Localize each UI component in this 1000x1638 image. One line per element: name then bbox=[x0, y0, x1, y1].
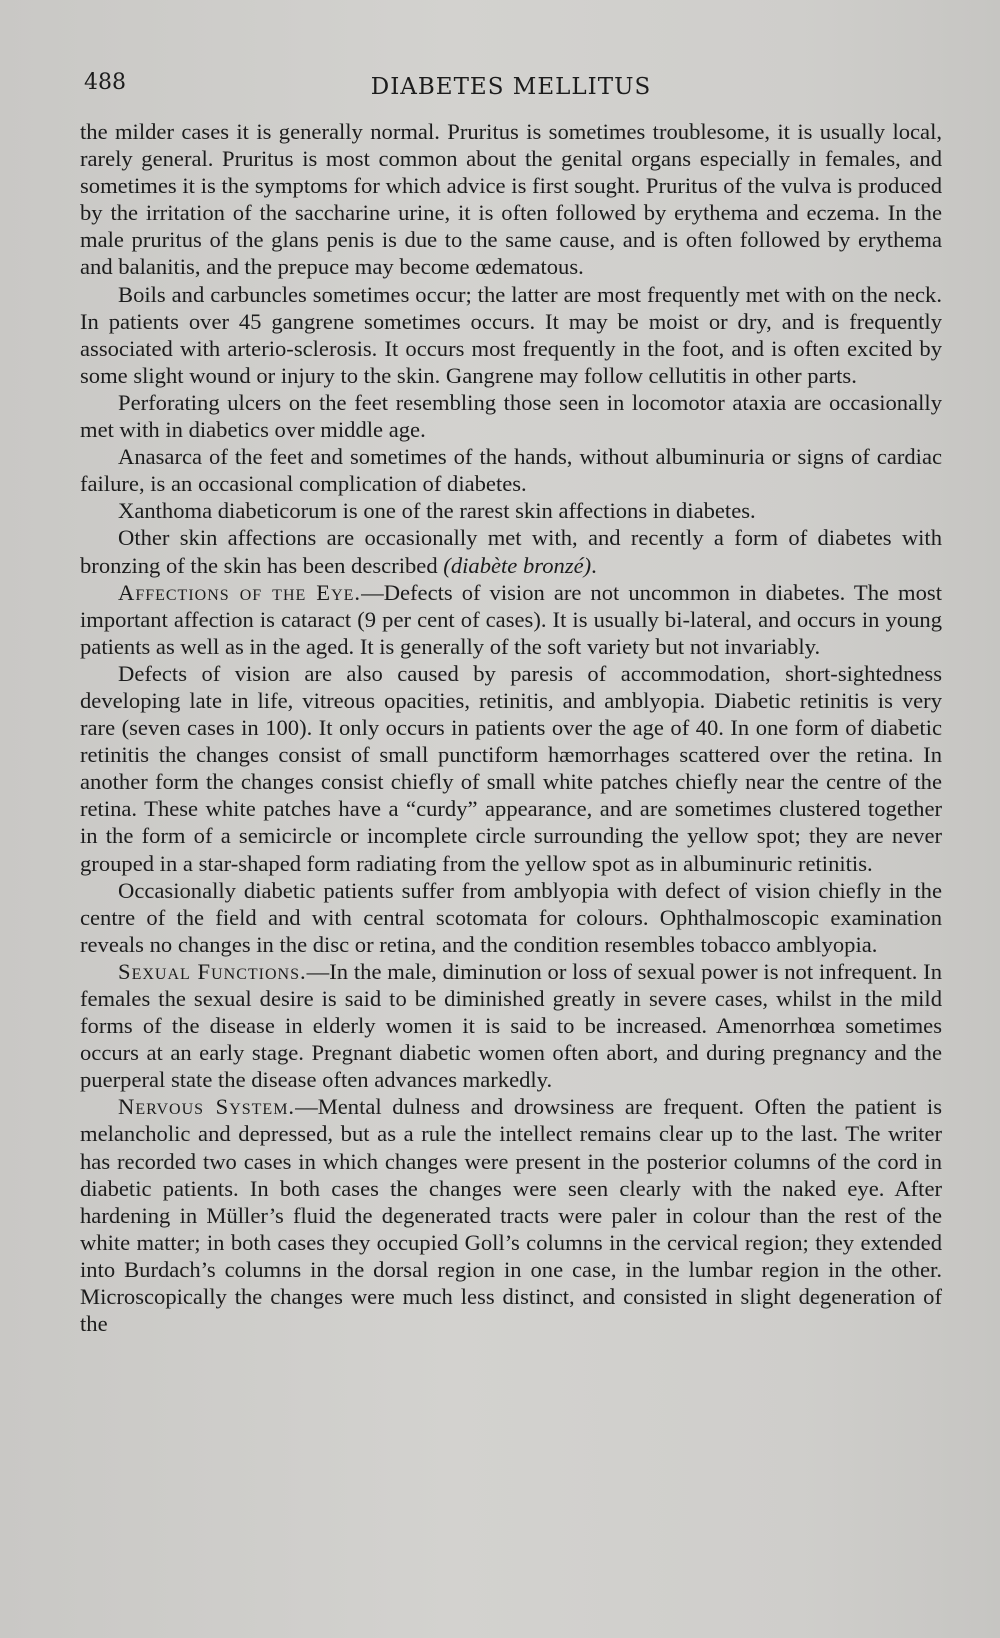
paragraph: Anasarca of the feet and sometimes of the hands, without albuminuria or signs of cardiac failure, is an occasional complication of diabetes. bbox=[80, 444, 942, 497]
page-header bbox=[80, 64, 942, 108]
section-heading: Affections of the Eye. bbox=[118, 579, 362, 605]
paragraph: Boils and carbuncles sometimes occur; the latter are most frequently met with on the neck. In patients over 45 gangrene sometimes occurs. It may be moist or dry, and is frequently associated with arterio-sclerosis. It occurs most frequently in the foot, and is often excited by some slight wound or injury to the skin. Gangrene may follow cellutitis in other parts. bbox=[80, 281, 942, 388]
body-text bbox=[80, 118, 942, 1337]
section-paragraph-sexual: Sexual Functions.—In the male, diminution or loss of sexual power is not infrequent. In females the sexual desire is said to be diminished greatly in severe cases, whilst in the mild forms of the disease in elderly women it is said to be increased. Amenorrhœa sometimes occurs at an early stage. Pregnant diabetic women often abort, and during pregnancy and the puerperal state the disease often advances markedly. bbox=[80, 958, 943, 1093]
page-number: 488 bbox=[84, 70, 126, 95]
paragraph: Defects of vision are also caused by paresis of accommodation, short-sightedness developing late in life, vitreous opacities, retinitis, and amblyopia. Diabetic retinitis is very rare (seven cases in 100). It only occurs in patients over the age of 40. In one form of diabetic retinitis the changes consist of small punctiform hæmorrhages scattered over the retina. In another form the changes consist chiefly of small white patches chiefly near the centre of the retina. These white patches have a “curdy” appearance, and are sometimes clustered together in the form of a semicircle or incomplete circle surrounding the yellow spot; they are never grouped in a star-shaped form radiating from the yellow spot as in albuminuric retinitis. bbox=[80, 660, 942, 876]
paragraph: Other skin affections are occasionally met with, and recently a form of diabetes with bronzing of the skin has been described (diabète bronzé). bbox=[80, 525, 942, 578]
running-title: DIABETES MELLITUS bbox=[370, 74, 652, 100]
section-heading: Sexual Functions. bbox=[118, 958, 307, 984]
section-paragraph-eye: Affections of the Eye.—Defects of vision are not uncommon in diabetes. The most important affection is cataract (9 per cent of cases). It is usually bi-lateral, and occurs in young patients as well as in the aged. It is generally of the soft variety but not invariably. bbox=[80, 579, 942, 659]
paragraph: Perforating ulcers on the feet resembling those seen in locomotor ataxia are occasionally met with in diabetics over middle age. bbox=[80, 389, 942, 443]
italic-term: (diabète bronzé) bbox=[443, 552, 592, 578]
section-paragraph-nervous: Nervous System.—Mental dulness and drowsiness are frequent. Often the patient is melancholic and depressed, but as a rule the intellect remains clear up to the last. The writer has recorded two cases in which changes were present in the posterior columns of the cord in diabetic patients. In both cases the changes were seen clearly with the naked eye. After hardening in Müller’s fluid the degenerated tracts were paler in colour than the rest of the white matter; in both cases they occupied Goll’s columns in the cervical region; they extended into Burdach’s columns in the dorsal region in one case, in the lumbar region in the other. Microscopically the changes were much less distinct, and consisted in slight degeneration of the bbox=[80, 1094, 942, 1337]
paragraph: Occasionally diabetic patients suffer from amblyopia with defect of vision chiefly in the centre of the field and with central scotomata for colours. Ophthalmoscopic examination reveals no changes in the disc or retina, and the condition resembles tobacco amblyopia. bbox=[80, 877, 942, 957]
section-heading: Nervous System. bbox=[118, 1094, 296, 1120]
paragraph: the milder cases it is generally normal. Pruritus is sometimes troublesome, it is usually local, rarely general. Pruritus is most common about the genital organs especially in females, and sometimes it is the symptoms for which advice is first sought. Pruritus of the vulva is produced by the irritation of the saccharine urine, it is often followed by erythema and eczema. In the male pruritus of the glans penis is due to the same cause, and is often followed by erythema and balanitis, and the prepuce may become œdematous. bbox=[80, 119, 942, 280]
paragraph: Xanthoma diabeticorum is one of the rarest skin affections in diabetes. bbox=[118, 498, 756, 524]
